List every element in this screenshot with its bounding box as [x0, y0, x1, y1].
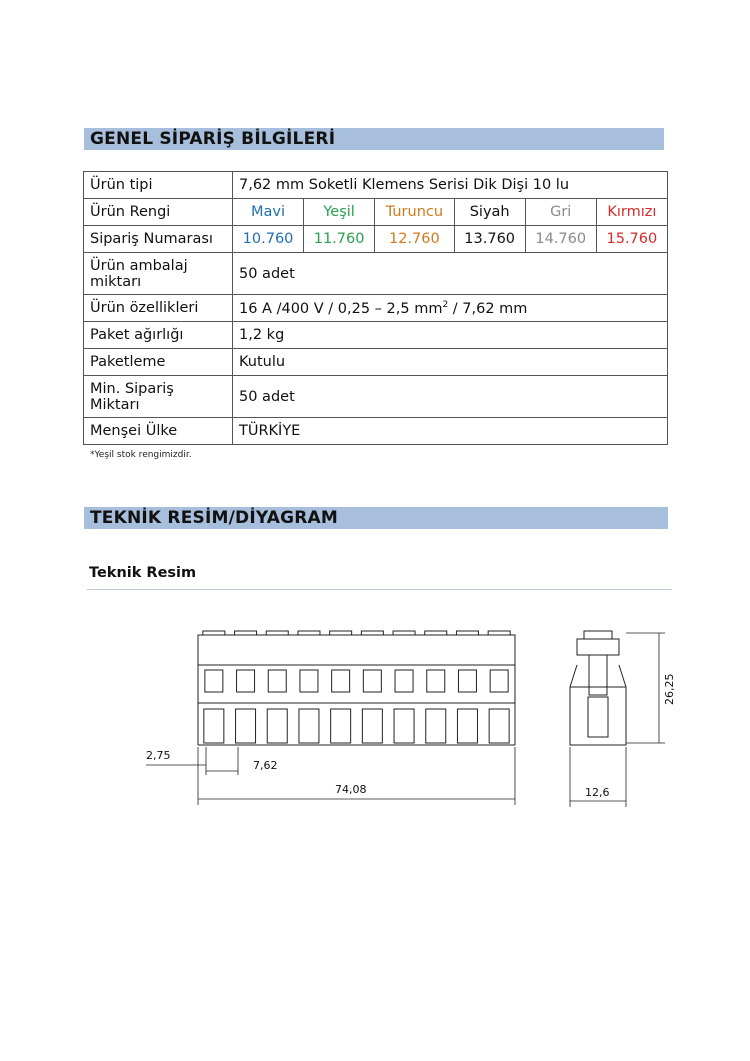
value-package-quantity: 50 adet	[233, 253, 668, 295]
dimension-length-label: 74,08	[335, 783, 367, 796]
table-row-packaging	[84, 349, 668, 376]
connector-tooth	[488, 631, 510, 635]
label-order-number: Sipariş Numarası	[84, 226, 233, 253]
section-header-general-order-info	[84, 128, 664, 150]
order-code-grey: 14.760	[525, 226, 596, 253]
value-product-features: 16 A /400 V / 0,25 – 2,5 $mm^2 / 7,62$ mm	[233, 295, 668, 322]
order-code-orange: 12.760	[375, 226, 455, 253]
connector-tooth	[456, 631, 478, 635]
screw-window	[395, 670, 413, 692]
section-title: TEKNİK RESİM/DİYAGRAM	[90, 508, 339, 528]
section-title: GENEL SİPARİŞ BİLGİLERİ	[90, 129, 336, 149]
screw-window	[237, 670, 255, 692]
order-code-red: 15.760	[596, 226, 667, 253]
color-name-grey: Gri	[525, 199, 596, 226]
screw-window	[490, 670, 508, 692]
order-info-table	[83, 171, 668, 445]
table-row-min-order	[84, 376, 668, 418]
table-row-product-features	[84, 295, 668, 322]
table-row-package-quantity	[84, 253, 668, 295]
label-min-order: Min. Sipariş Miktarı	[84, 376, 233, 418]
connector-tooth	[203, 631, 225, 635]
connector-tooth	[298, 631, 320, 635]
table-row-package-weight	[84, 322, 668, 349]
label-product-type: Ürün tipi	[84, 172, 233, 199]
wire-slot	[362, 709, 382, 743]
wire-slot	[204, 709, 224, 743]
dimension-height-label: 26,25	[663, 673, 676, 705]
table-row-product-type	[84, 172, 668, 199]
dimension-pitch-label: 7,62	[253, 759, 278, 772]
label-origin: Menşei Ülke	[84, 418, 233, 445]
front-view	[198, 631, 515, 745]
screw-window	[458, 670, 476, 692]
color-name-blue: Mavi	[233, 199, 304, 226]
color-name-green: Yeşil	[304, 199, 375, 226]
wire-slot	[331, 709, 351, 743]
table-row-origin	[84, 418, 668, 445]
wire-slot	[426, 709, 446, 743]
label-product-features: Ürün özellikleri	[84, 295, 233, 322]
connector-tooth	[361, 631, 383, 635]
subheading-technical-drawing: Teknik Resim	[89, 565, 197, 581]
label-package-weight: Paket ağırlığı	[84, 322, 233, 349]
table-row-product-color	[84, 199, 668, 226]
value-product-type: 7,62 mm Soketli Klemens Serisi Dik Dişi 10 lu	[233, 172, 668, 199]
screw-window	[427, 670, 445, 692]
value-packaging: Kutulu	[233, 349, 668, 376]
subheading-divider	[87, 589, 672, 590]
screw-window	[363, 670, 381, 692]
table-row-order-number	[84, 226, 668, 253]
connector-tooth	[235, 631, 257, 635]
connector-tooth	[266, 631, 288, 635]
connector-tooth	[393, 631, 415, 635]
section-header-technical-drawing	[84, 507, 668, 529]
screw-window	[205, 670, 223, 692]
label-packaging: Paketleme	[84, 349, 233, 376]
dimension-offset-label: 2,75	[146, 749, 171, 762]
wire-slot	[267, 709, 287, 743]
screw-window	[332, 670, 350, 692]
value-min-order: 50 adet	[233, 376, 668, 418]
screw-window	[300, 670, 318, 692]
value-origin: TÜRKİYE	[233, 418, 668, 445]
stock-color-note: *Yeşil stok rengimizdir.	[90, 450, 192, 460]
color-name-orange: Turuncu	[375, 199, 455, 226]
order-code-green: 11.760	[304, 226, 375, 253]
label-product-color: Ürün Rengi	[84, 199, 233, 226]
color-name-red: Kırmızı	[596, 199, 667, 226]
wire-slot	[457, 709, 477, 743]
order-code-black: 13.760	[454, 226, 525, 253]
wire-slot	[299, 709, 319, 743]
connector-tooth	[425, 631, 447, 635]
wire-slot	[489, 709, 509, 743]
value-package-weight: 1,2 kg	[233, 322, 668, 349]
wire-slot	[394, 709, 414, 743]
technical-drawing	[140, 625, 680, 815]
screw-window	[268, 670, 286, 692]
color-name-black: Siyah	[454, 199, 525, 226]
connector-tooth	[330, 631, 352, 635]
order-code-blue: 10.760	[233, 226, 304, 253]
side-view	[570, 631, 626, 745]
wire-slot	[236, 709, 256, 743]
label-package-quantity: Ürün ambalaj miktarı	[84, 253, 233, 295]
dimension-depth-label: 12,6	[585, 786, 610, 799]
